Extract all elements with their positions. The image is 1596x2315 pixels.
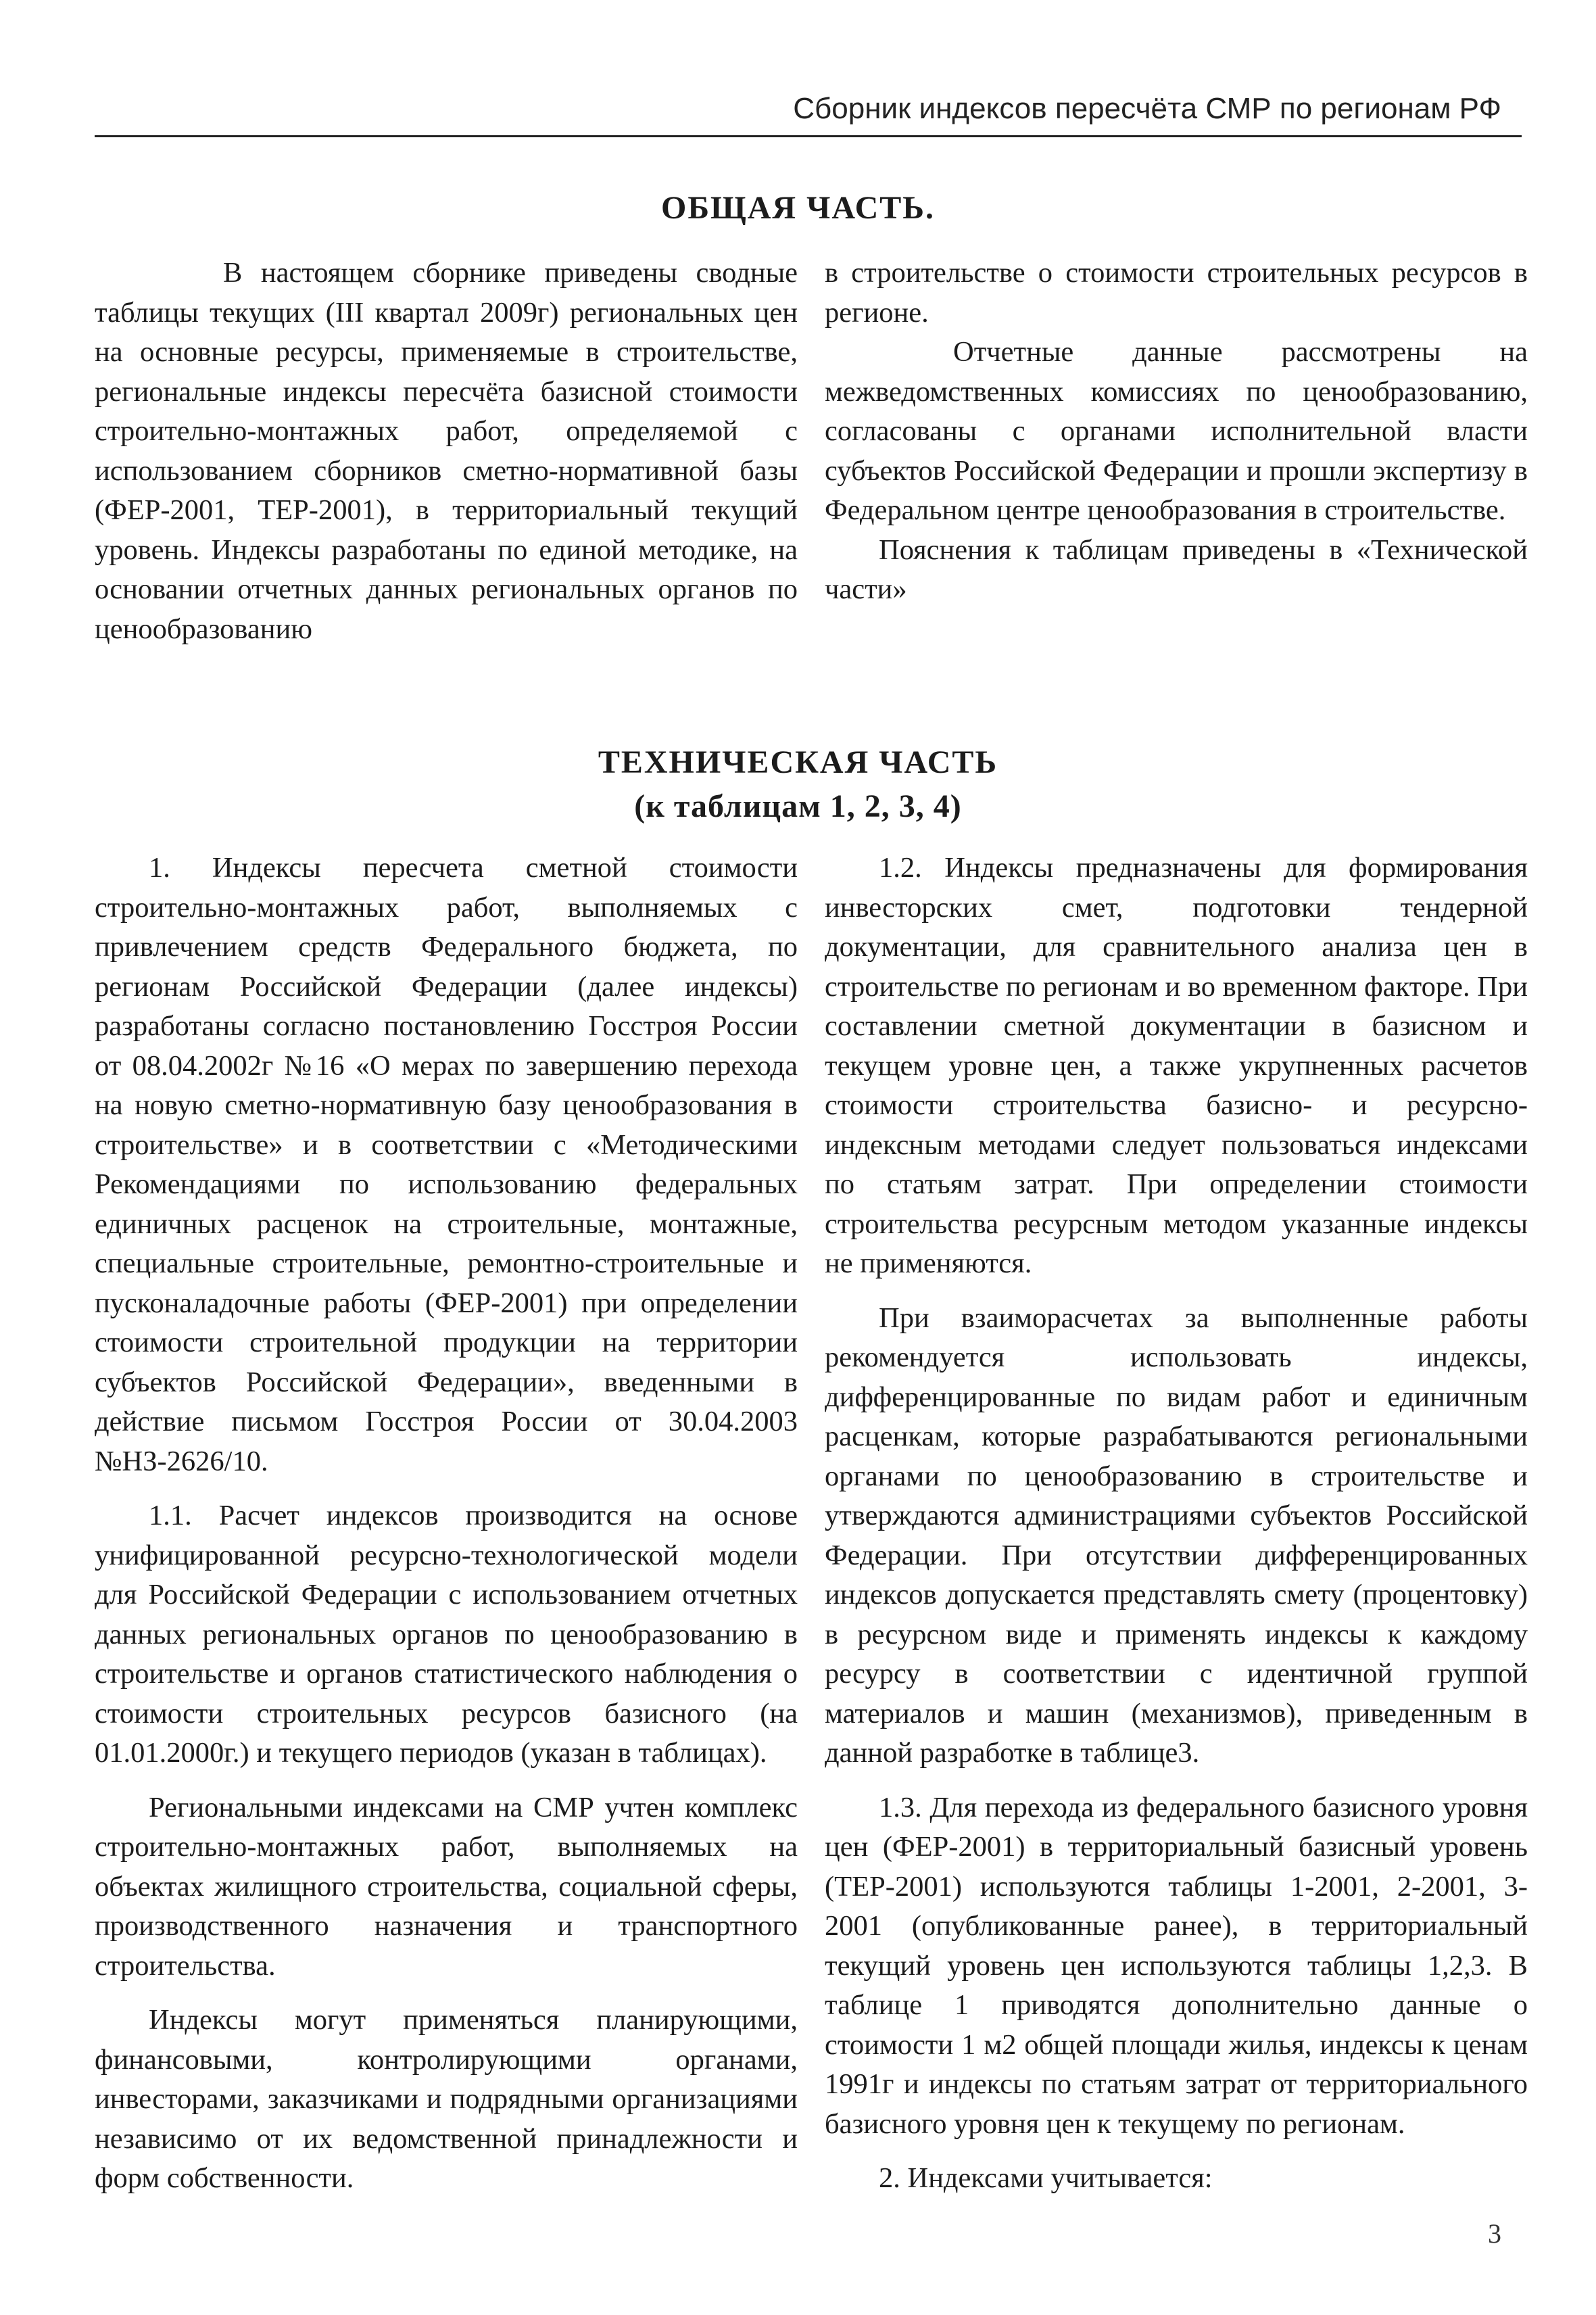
paragraph: Индексы могут применяться планирующими, финансовыми, контролирующими органами, инвесторами, заказчиками и подрядными организациями независимо от их ведомственной принадлежности и форм собственности. [95, 2004, 798, 2194]
paragraph: в строительстве о стоимости строительных ресурсов в регионе. [825, 257, 1528, 329]
page-number: 3 [1488, 2218, 1501, 2249]
paragraph: 2. Индексами учитывается: [879, 2162, 1213, 2194]
header-title: Сборник индексов пересчёта СМР по регионам РФ [793, 92, 1501, 125]
paragraph: При взаиморасчетах за выполненные работы рекомендуется использовать индексы, дифференцированные по видам работ и единичным расценкам, которые разрабатываются региональными органами по ценообразованию в строительстве и утверждаются администрациями субъектов Российской Федерации. При отсутствии дифференцированных индексов допускается представлять смету (процентовку) в ресурсном виде и применять индексы к каждому ресурсу в соответствии с идентичной группой материалов и машин (механизмов), приведенным в данной разработке в таблице3. [825, 1302, 1528, 1769]
general-left-column [95, 254, 798, 649]
paragraph: Региональными индексами на СМР учтен комплекс строительно-монтажных работ, выполняемых на объектах жилищного строительства, социальной сферы, производственного назначения и транспортного строительства. [95, 1791, 798, 1982]
general-right-column [825, 254, 1528, 610]
technical-left-column [95, 849, 798, 2214]
paragraph: 1.3. Для перехода из федерального базисного уровня цен (ФЕР-2001) в территориальный базисный уровень (ТЕР-2001) используются таблицы 1-2001, 2-2001, 3-2001 (опубликованные ранее), в территориальный текущий уровень цен используются таблицы 1,2,3. В таблице 1 приводятся дополнительно данные о стоимости 1 м2 общей площади жилья, индексы к ценам 1991г и индексы по статьям затрат от территориального базисного уровня цен к текущему по регионам. [825, 1791, 1528, 2140]
technical-heading: ТЕХНИЧЕСКАЯ ЧАСТЬ [598, 744, 998, 780]
paragraph: Пояснения к таблицам приведены в «Технической части» [825, 533, 1528, 605]
technical-subheading: (к таблицам 1, 2, 3, 4) [634, 788, 962, 824]
paragraph: В настоящем сборнике приведены сводные таблицы текущих (III квартал 2009г) региональных цен на основные ресурсы, применяемые в строительстве, региональные индексы пересчёта базисной стоимости строительно-монтажных работ, определяемой с использованием сборников сметно-нормативной базы (ФЕР-2001, ТЕР-2001), в территориальный текущий уровень. Индексы разработаны по единой методике, на основании отчетных данных региональных органов по ценообразованию [95, 257, 798, 645]
general-heading: ОБЩАЯ ЧАСТЬ. [660, 190, 936, 226]
running-header [95, 81, 1522, 137]
paragraph: 1.2. Индексы предназначены для формирования инвесторских смет, подготовки тендерной документации, для сравнительного анализа цен в строительстве по регионам и во временном факторе. При составлении сметной документации в базисном и текущем уровне цен, а также укрупненных расчетов стоимости строительства базисно- и ресурсно-индексным методами следует пользоваться индексами по статьям затрат. При определении стоимости строительства ресурсным методом указанные индексы не применяются. [825, 852, 1528, 1279]
paragraph: Отчетные данные рассмотрены на межведомственных комиссиях по ценообразованию, согласованы с органами исполнительной власти субъектов Российской Федерации и прошли экспертизу в Федеральном центре ценообразования в строительстве. [825, 336, 1528, 526]
technical-right-column [825, 849, 1528, 2214]
paragraph: 1.1. Расчет индексов производится на основе унифицированной ресурсно-технологической модели для Российской Федерации с использованием отчетных данных региональных органов по ценообразованию в строительстве и органов статистического наблюдения о стоимости строительных ресурсов базисного (на 01.01.2000г.) и текущего периодов (указан в таблицах). [95, 1500, 798, 1769]
paragraph: 1. Индексы пересчета сметной стоимости строительно-монтажных работ, выполняемых с привлечением средств Федерального бюджета, по регионам Российской Федерации (далее индексы) разработаны согласно постановлению Госстроя России от 08.04.2002г №16 «О мерах по завершению перехода на новую сметно-нормативную базу ценообразования в строительстве» и в соответствии с «Методическими Рекомендациями по использованию федеральных единичных расценок на строительные, монтажные, специальные строительные, ремонтно-строительные и пусконаладочные работы (ФЕР-2001) при определении стоимости строительной продукции на территории субъектов Российской Федерации», введенными в действие письмом Госстроя России от 30.04.2003 №НЗ-2626/10. [95, 852, 798, 1477]
